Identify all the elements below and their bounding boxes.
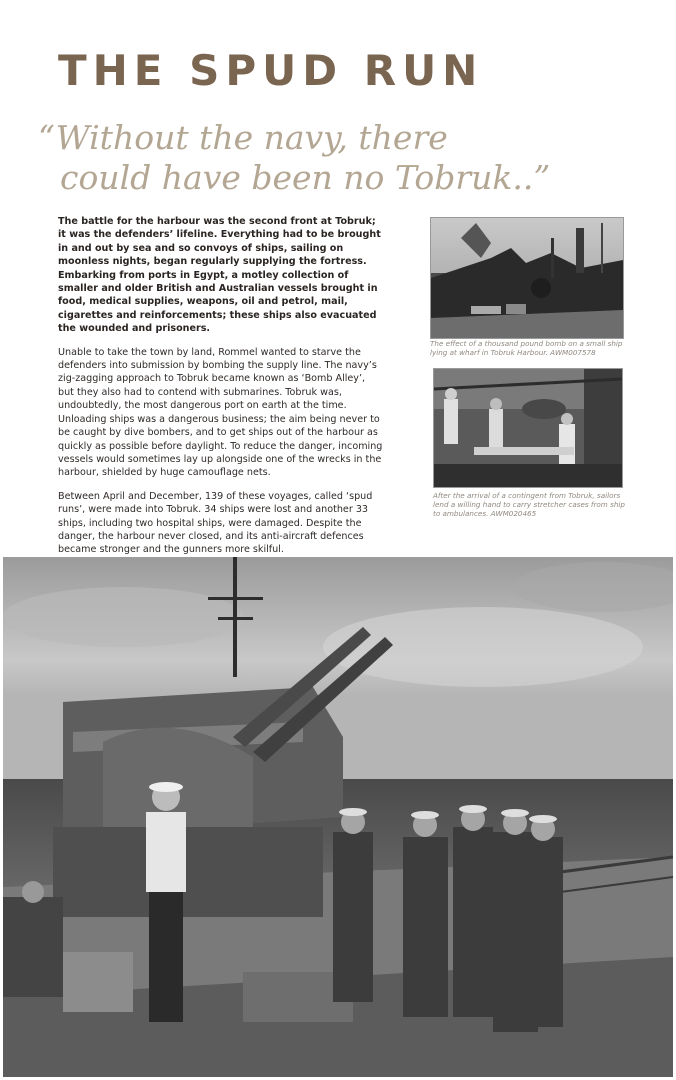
body-paragraph: Unable to take the town by land, Rommel wanted to starve the defenders into submission by bombing the supply line. The navy’s zig-zagging approach to Tobruk became known as ‘Bomb Alley’, but they also had to contend with submarines. Tobruk was, undoubtedly, the most dangerous port on earth at the time. Unloading ships was a dangerous business; the aim being never to be caught by dive bombers, and to get ships out of the harbour as quickly as possible before daylight. To reduce the danger, incoming vessels would sometimes lay up alongside one of the wrecks in the harbour, shielded by huge camouflage nets. xyxy=(58,346,383,479)
pull-quote-line-1: “Without the navy, there xyxy=(38,118,448,157)
photo-caption: The effect of a thousand pound bomb on a small ship lying at wharf in Tobruk Harbour. AWM007578 xyxy=(430,339,623,357)
lead-paragraph: The battle for the harbour was the second front at Tobruk; it was the defenders’ lifeline. Everything had to be brought in and out by sea and so convoys of ships, sailing on moonless nights, began regularly supplying the fortress. Embarking from ports in Egypt, a motley collection of smaller and older British and Australian vessels brought in food, medical supplies, weapons, oil and petrol, mail, cigarettes and reinforcements; these ships also evacuated the wounded and prisoners. xyxy=(58,216,381,335)
destroyer-deck-photo xyxy=(3,557,673,1077)
body-paragraph: Between April and December, 139 of these voyages, called ‘spud runs’, were made into Tobruk. 34 ships were lost and another 33 ships, including two hospital ships, were damaged. Despite the danger, the harbour never closed, and its anti-aircraft defences became stronger and the gunners more skilful. xyxy=(58,490,373,556)
pull-quote-line-2: could have been no Tobruk..” xyxy=(60,158,551,197)
stretcher-photo xyxy=(433,368,623,488)
bombed-ship-photo xyxy=(430,217,624,339)
photo-caption: After the arrival of a contingent from Tobruk, sailors lend a willing hand to carry stretcher cases from ship to ambulances. AWM020465 xyxy=(433,491,625,518)
body-text xyxy=(58,215,383,567)
pull-quote xyxy=(38,118,638,198)
page-title: THE SPUD RUN xyxy=(58,46,484,95)
